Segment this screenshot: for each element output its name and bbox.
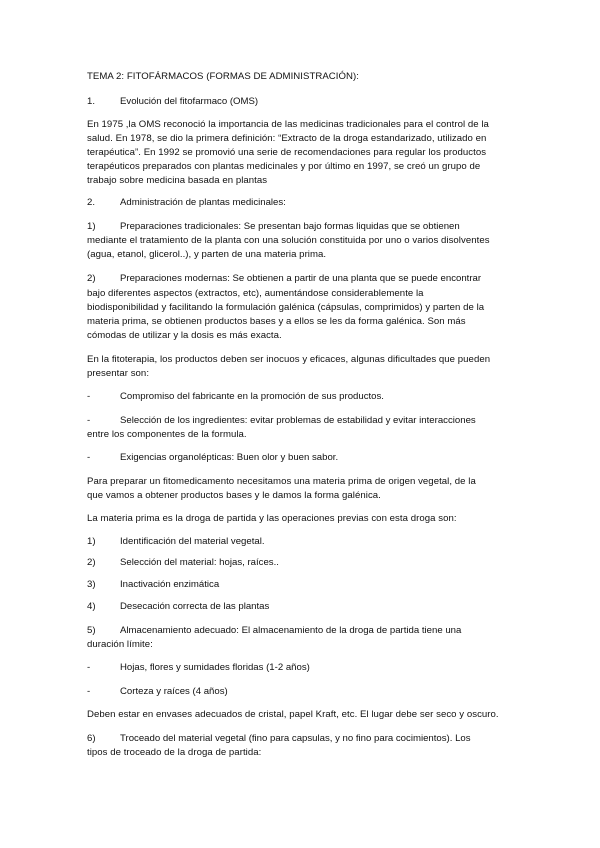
paragraph-line: trabajo sobre medicina basada en plantas	[87, 175, 268, 186]
section-1-number: 1.	[87, 96, 96, 107]
bullet-text: Corteza y raíces (4 años)	[120, 686, 228, 697]
paragraph-line: Para preparar un fitomedicamento necesitamos una materia prima de origen vegetal, de la	[87, 476, 476, 487]
paragraph-line: bajo diferentes aspectos (extractos, etc), aumentándose considerablemente la	[87, 288, 424, 299]
op-number: 6)	[87, 733, 96, 744]
op-text: Selección del material: hojas, raíces..	[120, 557, 279, 568]
bullet-text: Exigencias organolépticas: Buen olor y buen sabor.	[120, 452, 339, 463]
bullet-dash: -	[87, 415, 91, 426]
paragraph-line: que vamos a obtener productos bases y le damos la forma galénica.	[87, 490, 381, 501]
bullet-text-continuation: entre los componentes de la formula.	[87, 429, 247, 440]
op-number: 1)	[87, 536, 96, 547]
section-2-number: 2.	[87, 197, 96, 208]
bullet-dash: -	[87, 686, 91, 697]
paragraph-line: En la fitoterapia, los productos deben ser inocuos y eficaces, algunas dificultades que pueden	[87, 354, 491, 365]
op-text: Identificación del material vegetal.	[120, 536, 265, 547]
prep-trad-first-line: Preparaciones tradicionales: Se presentan bajo formas liquidas que se obtienen	[120, 221, 460, 232]
prep-mod-first-line: Preparaciones modernas: Se obtienen a partir de una planta que se puede encontrar	[120, 273, 482, 284]
paragraph-line: Deben estar en envases adecuados de cristal, papel Kraft, etc. El lugar debe ser seco y oscuro.	[87, 709, 499, 720]
paragraph-line: mediante el tratamiento de la planta con una solución constituida por uno o varios disolventes	[87, 235, 490, 246]
op-text-continuation: duración límite:	[87, 639, 153, 650]
op-number: 2)	[87, 557, 96, 568]
section-2-heading: Administración de plantas medicinales:	[120, 197, 286, 208]
op-text: Desecación correcta de las plantas	[120, 601, 270, 612]
bullet-text: Compromiso del fabricante en la promoción de sus productos.	[120, 391, 384, 402]
paragraph-line: biodisponibilidad y facilitando la formulación galénica (cápsulas, comprimidos) y parten de la	[87, 302, 485, 313]
paragraph-line: cómodas de utilizar y la dosis es más exacta.	[87, 330, 282, 341]
bullet-dash: -	[87, 452, 91, 463]
bullet-dash: -	[87, 391, 91, 402]
op-number: 5)	[87, 625, 96, 636]
section-1-heading: Evolución del fitofarmaco (OMS)	[120, 96, 259, 107]
op-text: Troceado del material vegetal (fino para capsulas, y no fino para cocimientos). Los	[120, 733, 471, 744]
paragraph-line: materia prima, se obtienen productos bases y a ellos se les da forma galénica. Son más	[87, 316, 466, 327]
paragraph-line: (agua, etanol, glicerol..), y parten de una materia prima.	[87, 249, 327, 260]
prep-trad-number: 1)	[87, 221, 96, 232]
paragraph-line: terapéutica”. En 1992 se promovió una serie de recomendaciones para regular los productos	[87, 147, 487, 158]
bullet-text: Hojas, flores y sumidades floridas (1-2 años)	[120, 662, 310, 673]
paragraph-line: salud. En 1978, se dio la primera definición: “Extracto de la droga estandarizado, utilizado en	[87, 133, 487, 144]
document-title: TEMA 2: FITOFÁRMACOS (FORMAS DE ADMINISTRACIÓN):	[87, 71, 359, 82]
paragraph-line: presentar son:	[87, 368, 150, 379]
op-number: 4)	[87, 601, 96, 612]
prep-mod-number: 2)	[87, 273, 96, 284]
paragraph-line: La materia prima es la droga de partida y las operaciones previas con esta droga son:	[87, 513, 457, 524]
bullet-text: Selección de los ingredientes: evitar problemas de estabilidad y evitar interacciones	[120, 415, 476, 426]
paragraph-line: terapéuticos preparados con plantas medicinales y por último en 1997, se creó un grupo de	[87, 161, 481, 172]
bullet-dash: -	[87, 662, 91, 673]
paragraph-line: En 1975 ,la OMS reconoció la importancia de las medicinas tradicionales para el control de la	[87, 119, 489, 130]
op-text: Inactivación enzimática	[120, 579, 220, 590]
op-text-continuation: tipos de troceado de la droga de partida:	[87, 747, 262, 758]
op-text: Almacenamiento adecuado: El almacenamiento de la droga de partida tiene una	[120, 625, 462, 636]
op-number: 3)	[87, 579, 96, 590]
